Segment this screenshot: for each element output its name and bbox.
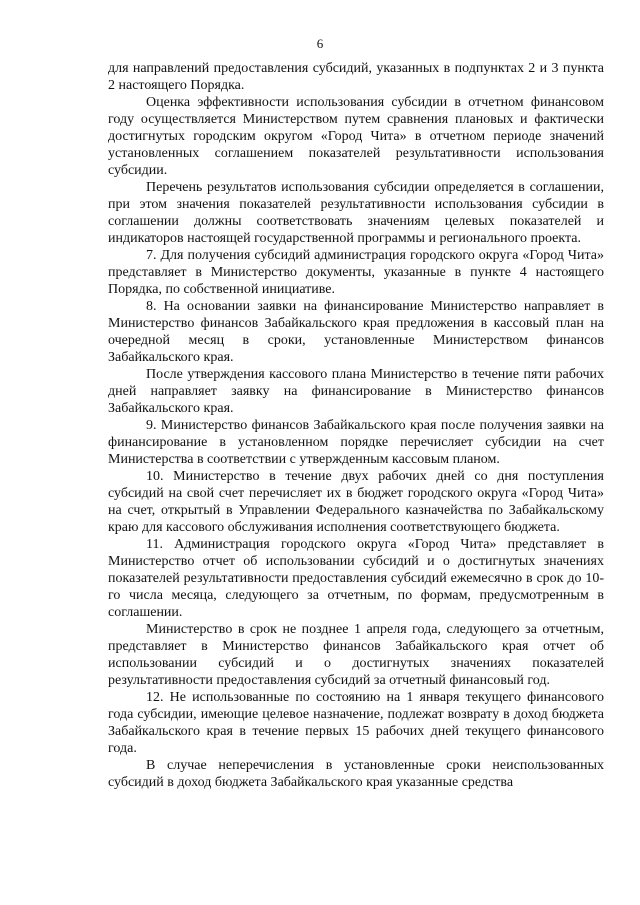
paragraph-item-10: 10. Министерство в течение двух рабочих дней со дня поступления субсидий на свой счет перечисляет их в бюджет городского округа «Город Чита» на счет, открытый в Управлении Федерального казначейства по Забайкальскому краю для кассового обслуживания исполнения соответствующего бюджета. xyxy=(108,469,604,535)
paragraph-item-11: 11. Администрация городского округа «Город Чита» представляет в Министерство отчет об использовании субсидий и о достигнутых значениях показателей результативности предоставления субсидий ежемесячно в срок до 10-го числа месяца, следующего за отчетным, по формам, предусмотренным в соглашении. xyxy=(108,537,604,620)
paragraph-results-list: Перечень результатов использования субсидии определяется в соглашении, при этом значения показателей результативности использования субсидии в соглашении должны соответствовать значениям целевых показателей и индикаторов настоящей государственной программы и регионального проекта. xyxy=(108,180,604,246)
paragraph-item-9: 9. Министерство финансов Забайкальского края после получения заявки на финансирование в установленном порядке перечисляет субсидии на счет Министерства в соответствии с утвержденным кассовым планом. xyxy=(108,418,604,467)
page-number: 6 xyxy=(316,36,324,51)
paragraph-cash-plan: После утверждения кассового плана Министерство в течение пяти рабочих дней направляет заявку на финансирование в Министерство финансов Забайкальского края. xyxy=(108,367,604,416)
paragraph-continuation: для направлений предоставления субсидий, указанных в подпунктах 2 и 3 пункта 2 настоящего Порядка. xyxy=(108,61,604,93)
paragraph-annual-report: Министерство в срок не позднее 1 апреля года, следующего за отчетным, представляет в Министерство финансов Забайкальского края отчет об использовании субсидий и о достигнутых значениях показателей результативности предоставления субсидий за отчетный финансовый год. xyxy=(108,622,604,688)
paragraph-item-7: 7. Для получения субсидий администрация городского округа «Город Чита» представляет в Министерство документы, указанные в пункте 4 настоящего Порядка, по собственной инициативе. xyxy=(108,248,604,297)
paragraph-non-transfer: В случае неперечисления в установленные сроки неиспользованных субсидий в доход бюджета Забайкальского края указанные средства xyxy=(108,758,604,790)
document-body xyxy=(108,60,604,791)
paragraph-efficiency-assessment: Оценка эффективности использования субсидии в отчетном финансовом году осуществляется Министерством путем сравнения плановых и фактически достигнутых городским округом «Город Чита» в отчетном периоде значений установленных соглашением показателей результативности использования субсидии. xyxy=(108,95,604,178)
paragraph-item-12: 12. Не использованные по состоянию на 1 января текущего финансового года субсидии, имеющие целевое назначение, подлежат возврату в доход бюджета Забайкальского края в течение первых 15 рабочих дней текущего финансового года. xyxy=(108,690,604,756)
paragraph-item-8: 8. На основании заявки на финансирование Министерство направляет в Министерство финансов Забайкальского края предложения в кассовый план на очередной месяц в сроки, установленные Министерством финансов Забайкальского края. xyxy=(108,299,604,365)
